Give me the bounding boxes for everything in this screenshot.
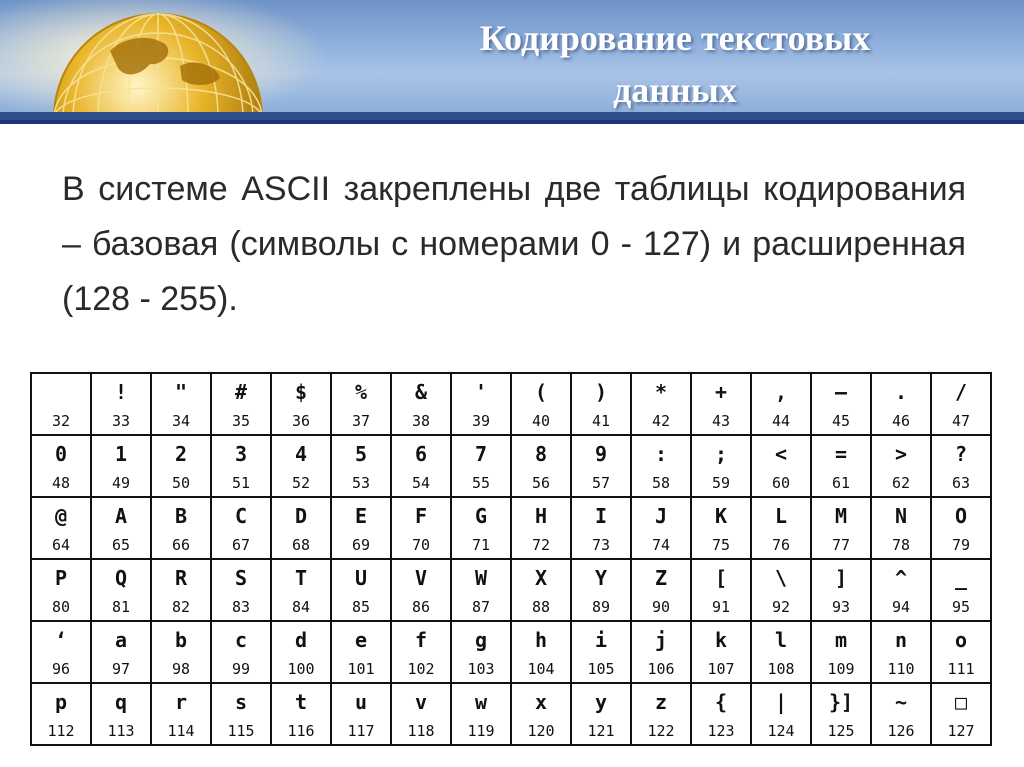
ascii-code: 83 xyxy=(231,598,251,616)
ascii-cell xyxy=(152,560,212,622)
ascii-cell xyxy=(872,498,932,560)
ascii-cell xyxy=(932,498,992,560)
ascii-char: n xyxy=(894,628,908,652)
ascii-char: + xyxy=(714,380,728,404)
ascii-cell xyxy=(152,374,212,436)
ascii-code: 125 xyxy=(827,722,855,740)
ascii-code: 63 xyxy=(951,474,971,492)
ascii-cell xyxy=(452,622,512,684)
ascii-cell xyxy=(212,374,272,436)
ascii-code: 115 xyxy=(227,722,255,740)
ascii-code: 75 xyxy=(711,536,731,554)
ascii-cell xyxy=(152,684,212,746)
ascii-char: Y xyxy=(594,566,608,590)
ascii-char: g xyxy=(474,628,488,652)
ascii-code: 109 xyxy=(827,660,855,678)
ascii-char: 3 xyxy=(234,442,248,466)
ascii-char: 7 xyxy=(474,442,488,466)
ascii-char: % xyxy=(354,380,368,404)
ascii-char: x xyxy=(534,690,548,714)
ascii-char: C xyxy=(234,504,248,528)
ascii-code: 108 xyxy=(767,660,795,678)
ascii-cell xyxy=(152,498,212,560)
ascii-cell xyxy=(752,374,812,436)
ascii-cell xyxy=(872,560,932,622)
ascii-cell xyxy=(512,436,572,498)
ascii-code: 47 xyxy=(951,412,971,430)
ascii-char: / xyxy=(954,380,968,404)
ascii-char: X xyxy=(534,566,548,590)
ascii-char: P xyxy=(54,566,68,590)
ascii-cell xyxy=(92,498,152,560)
ascii-cell xyxy=(332,560,392,622)
ascii-code: 87 xyxy=(471,598,491,616)
ascii-cell xyxy=(272,560,332,622)
ascii-char: f xyxy=(414,628,428,652)
ascii-cell xyxy=(32,436,92,498)
ascii-char: V xyxy=(414,566,428,590)
ascii-code: 44 xyxy=(771,412,791,430)
ascii-code: 40 xyxy=(531,412,551,430)
ascii-code: 60 xyxy=(771,474,791,492)
ascii-code: 126 xyxy=(887,722,915,740)
ascii-char: d xyxy=(294,628,308,652)
ascii-code: 38 xyxy=(411,412,431,430)
ascii-code: 67 xyxy=(231,536,251,554)
ascii-code: 107 xyxy=(707,660,735,678)
ascii-char: e xyxy=(354,628,368,652)
ascii-cell xyxy=(812,436,872,498)
ascii-code: 37 xyxy=(351,412,371,430)
ascii-code: 119 xyxy=(467,722,495,740)
ascii-code: 102 xyxy=(407,660,435,678)
ascii-cell xyxy=(692,560,752,622)
ascii-cell xyxy=(932,374,992,436)
ascii-char: * xyxy=(654,380,668,404)
ascii-char: < xyxy=(774,442,788,466)
ascii-cell xyxy=(212,498,272,560)
ascii-cell xyxy=(152,622,212,684)
ascii-char: _ xyxy=(954,566,968,590)
ascii-cell xyxy=(752,436,812,498)
ascii-cell xyxy=(272,622,332,684)
ascii-char: W xyxy=(474,566,488,590)
ascii-code: 76 xyxy=(771,536,791,554)
ascii-code: 123 xyxy=(707,722,735,740)
ascii-char: , xyxy=(774,380,788,404)
ascii-char: l xyxy=(774,628,788,652)
ascii-char: \ xyxy=(774,566,788,590)
ascii-cell xyxy=(632,684,692,746)
ascii-char: E xyxy=(354,504,368,528)
ascii-char: [ xyxy=(714,566,728,590)
ascii-char: 5 xyxy=(354,442,368,466)
ascii-cell xyxy=(812,374,872,436)
ascii-cell xyxy=(872,684,932,746)
ascii-code: 94 xyxy=(891,598,911,616)
ascii-code: 127 xyxy=(947,722,975,740)
ascii-cell xyxy=(752,560,812,622)
ascii-code: 49 xyxy=(111,474,131,492)
header-stripe xyxy=(0,112,1024,120)
ascii-code: 72 xyxy=(531,536,551,554)
ascii-char: $ xyxy=(294,380,308,404)
ascii-char: { xyxy=(714,690,728,714)
ascii-code: 120 xyxy=(527,722,555,740)
ascii-code: 104 xyxy=(527,660,555,678)
ascii-code: 96 xyxy=(51,660,71,678)
ascii-char: }] xyxy=(828,690,854,714)
ascii-char: u xyxy=(354,690,368,714)
ascii-code: 116 xyxy=(287,722,315,740)
ascii-code: 89 xyxy=(591,598,611,616)
ascii-char: v xyxy=(414,690,428,714)
ascii-code: 84 xyxy=(291,598,311,616)
ascii-code: 48 xyxy=(51,474,71,492)
ascii-cell xyxy=(92,436,152,498)
ascii-char: H xyxy=(534,504,548,528)
slide-title-line2: данных xyxy=(613,70,737,110)
ascii-char: . xyxy=(894,380,908,404)
ascii-code: 112 xyxy=(47,722,75,740)
ascii-code: 35 xyxy=(231,412,251,430)
ascii-code: 33 xyxy=(111,412,131,430)
ascii-code: 74 xyxy=(651,536,671,554)
ascii-cell xyxy=(452,684,512,746)
globe-icon xyxy=(40,6,270,124)
ascii-code: 77 xyxy=(831,536,851,554)
ascii-char: # xyxy=(234,380,248,404)
ascii-char: S xyxy=(234,566,248,590)
ascii-code: 90 xyxy=(651,598,671,616)
ascii-cell xyxy=(692,622,752,684)
ascii-cell xyxy=(752,684,812,746)
ascii-code: 122 xyxy=(647,722,675,740)
ascii-cell xyxy=(872,436,932,498)
ascii-cell xyxy=(272,374,332,436)
ascii-code: 101 xyxy=(347,660,375,678)
ascii-char: N xyxy=(894,504,908,528)
ascii-char: m xyxy=(834,628,848,652)
ascii-cell xyxy=(92,684,152,746)
ascii-code: 86 xyxy=(411,598,431,616)
ascii-cell xyxy=(272,498,332,560)
ascii-code: 111 xyxy=(947,660,975,678)
ascii-cell xyxy=(512,622,572,684)
ascii-cell xyxy=(392,684,452,746)
ascii-cell xyxy=(752,498,812,560)
ascii-char: ] xyxy=(834,566,848,590)
ascii-code: 50 xyxy=(171,474,191,492)
ascii-char: t xyxy=(294,690,308,714)
ascii-code: 43 xyxy=(711,412,731,430)
ascii-char: q xyxy=(114,690,128,714)
ascii-code: 81 xyxy=(111,598,131,616)
ascii-cell xyxy=(92,374,152,436)
ascii-code: 91 xyxy=(711,598,731,616)
ascii-char: 9 xyxy=(594,442,608,466)
ascii-cell xyxy=(932,560,992,622)
ascii-char: T xyxy=(294,566,308,590)
ascii-code: 57 xyxy=(591,474,611,492)
ascii-code: 82 xyxy=(171,598,191,616)
ascii-code: 124 xyxy=(767,722,795,740)
ascii-code: 66 xyxy=(171,536,191,554)
ascii-code: 52 xyxy=(291,474,311,492)
ascii-char: & xyxy=(414,380,428,404)
ascii-char: @ xyxy=(54,504,68,528)
ascii-cell xyxy=(392,436,452,498)
ascii-cell xyxy=(332,622,392,684)
ascii-code: 34 xyxy=(171,412,191,430)
ascii-code: 45 xyxy=(831,412,851,430)
ascii-cell xyxy=(92,622,152,684)
ascii-char: ‘ xyxy=(54,628,68,652)
ascii-char: ^ xyxy=(894,566,908,590)
ascii-cell xyxy=(512,498,572,560)
ascii-char: " xyxy=(174,380,188,404)
ascii-cell xyxy=(572,560,632,622)
ascii-char: O xyxy=(954,504,968,528)
ascii-cell xyxy=(392,498,452,560)
ascii-char: 2 xyxy=(174,442,188,466)
ascii-cell xyxy=(92,560,152,622)
ascii-char: U xyxy=(354,566,368,590)
ascii-code: 55 xyxy=(471,474,491,492)
ascii-cell xyxy=(812,684,872,746)
ascii-char: F xyxy=(414,504,428,528)
ascii-char: A xyxy=(114,504,128,528)
ascii-code: 88 xyxy=(531,598,551,616)
ascii-char: o xyxy=(954,628,968,652)
ascii-char: z xyxy=(654,690,668,714)
ascii-char: : xyxy=(654,442,668,466)
ascii-cell xyxy=(812,498,872,560)
ascii-cell xyxy=(32,560,92,622)
ascii-code: 32 xyxy=(51,412,71,430)
ascii-cell xyxy=(332,436,392,498)
ascii-char: y xyxy=(594,690,608,714)
ascii-char: J xyxy=(654,504,668,528)
ascii-char: – xyxy=(834,380,848,404)
ascii-code: 56 xyxy=(531,474,551,492)
ascii-code: 70 xyxy=(411,536,431,554)
ascii-code: 103 xyxy=(467,660,495,678)
ascii-code: 100 xyxy=(287,660,315,678)
ascii-char: L xyxy=(774,504,788,528)
ascii-code: 97 xyxy=(111,660,131,678)
ascii-char: 8 xyxy=(534,442,548,466)
ascii-cell xyxy=(32,684,92,746)
ascii-cell xyxy=(452,436,512,498)
ascii-code: 68 xyxy=(291,536,311,554)
ascii-char: w xyxy=(474,690,488,714)
ascii-code: 61 xyxy=(831,474,851,492)
ascii-cell xyxy=(932,436,992,498)
ascii-code: 106 xyxy=(647,660,675,678)
ascii-cell xyxy=(812,622,872,684)
ascii-char: = xyxy=(834,442,848,466)
ascii-cell xyxy=(632,374,692,436)
ascii-char: Z xyxy=(654,566,668,590)
ascii-cell xyxy=(572,436,632,498)
ascii-cell xyxy=(332,498,392,560)
ascii-char: M xyxy=(834,504,848,528)
ascii-cell xyxy=(572,498,632,560)
ascii-char: B xyxy=(174,504,188,528)
ascii-code: 113 xyxy=(107,722,135,740)
ascii-cell xyxy=(512,560,572,622)
ascii-char: Q xyxy=(114,566,128,590)
ascii-code: 58 xyxy=(651,474,671,492)
ascii-code: 114 xyxy=(167,722,195,740)
ascii-char: k xyxy=(714,628,728,652)
ascii-cell xyxy=(332,684,392,746)
ascii-char: > xyxy=(894,442,908,466)
ascii-cell xyxy=(32,622,92,684)
ascii-cell xyxy=(512,374,572,436)
ascii-cell xyxy=(452,498,512,560)
ascii-code: 117 xyxy=(347,722,375,740)
ascii-cell xyxy=(32,374,92,436)
ascii-char: b xyxy=(174,628,188,652)
ascii-code: 85 xyxy=(351,598,371,616)
ascii-code: 92 xyxy=(771,598,791,616)
ascii-table xyxy=(30,372,992,746)
ascii-cell xyxy=(212,684,272,746)
ascii-cell xyxy=(392,560,452,622)
ascii-cell xyxy=(332,374,392,436)
ascii-char: ' xyxy=(474,380,488,404)
ascii-code: 93 xyxy=(831,598,851,616)
ascii-cell xyxy=(692,684,752,746)
ascii-cell xyxy=(272,436,332,498)
ascii-cell xyxy=(812,560,872,622)
ascii-char: 0 xyxy=(54,442,68,466)
ascii-cell xyxy=(212,560,272,622)
ascii-code: 98 xyxy=(171,660,191,678)
ascii-char: ! xyxy=(114,380,128,404)
ascii-code: 42 xyxy=(651,412,671,430)
ascii-cell xyxy=(272,684,332,746)
ascii-cell xyxy=(692,436,752,498)
ascii-char: ; xyxy=(714,442,728,466)
ascii-cell xyxy=(632,560,692,622)
ascii-cell xyxy=(452,560,512,622)
ascii-code: 78 xyxy=(891,536,911,554)
ascii-cell xyxy=(632,498,692,560)
ascii-code: 39 xyxy=(471,412,491,430)
ascii-code: 105 xyxy=(587,660,615,678)
ascii-code: 79 xyxy=(951,536,971,554)
ascii-char: 6 xyxy=(414,442,428,466)
ascii-cell xyxy=(572,374,632,436)
ascii-code: 51 xyxy=(231,474,251,492)
ascii-code: 36 xyxy=(291,412,311,430)
ascii-char: i xyxy=(594,628,608,652)
ascii-code: 99 xyxy=(231,660,251,678)
slide-title xyxy=(330,12,1020,116)
ascii-code: 69 xyxy=(351,536,371,554)
ascii-code: 59 xyxy=(711,474,731,492)
ascii-code: 65 xyxy=(111,536,131,554)
ascii-cell xyxy=(572,684,632,746)
ascii-char: h xyxy=(534,628,548,652)
ascii-code: 41 xyxy=(591,412,611,430)
ascii-code: 53 xyxy=(351,474,371,492)
ascii-cell xyxy=(872,622,932,684)
ascii-char: j xyxy=(654,628,668,652)
ascii-code: 95 xyxy=(951,598,971,616)
ascii-code: 121 xyxy=(587,722,615,740)
ascii-cell xyxy=(512,684,572,746)
ascii-char: ~ xyxy=(894,690,908,714)
ascii-code: 71 xyxy=(471,536,491,554)
body-paragraph: В системе ASCII закреплены две таблицы кодирования – базовая (символы с номерами 0 - 127) и расширенная (128 - 255). xyxy=(62,170,966,318)
ascii-cell xyxy=(32,498,92,560)
ascii-cell xyxy=(632,436,692,498)
ascii-cell xyxy=(872,374,932,436)
ascii-code: 110 xyxy=(887,660,915,678)
ascii-cell xyxy=(932,684,992,746)
ascii-code: 80 xyxy=(51,598,71,616)
ascii-cell xyxy=(152,436,212,498)
ascii-char: s xyxy=(234,690,248,714)
ascii-code: 46 xyxy=(891,412,911,430)
ascii-cell xyxy=(692,498,752,560)
ascii-char: c xyxy=(234,628,248,652)
ascii-char: 4 xyxy=(294,442,308,466)
ascii-code: 73 xyxy=(591,536,611,554)
ascii-char: | xyxy=(774,690,788,714)
ascii-char: K xyxy=(714,504,728,528)
ascii-cell xyxy=(392,374,452,436)
header-stripe-dark xyxy=(0,120,1024,124)
ascii-char: 1 xyxy=(114,442,128,466)
ascii-cell xyxy=(392,622,452,684)
ascii-char: a xyxy=(114,628,128,652)
ascii-code: 64 xyxy=(51,536,71,554)
ascii-cell xyxy=(572,622,632,684)
ascii-code: 118 xyxy=(407,722,435,740)
ascii-cell xyxy=(212,436,272,498)
ascii-cell xyxy=(932,622,992,684)
ascii-cell xyxy=(212,622,272,684)
ascii-cell xyxy=(452,374,512,436)
ascii-cell xyxy=(692,374,752,436)
slide-header xyxy=(0,0,1024,124)
ascii-char: G xyxy=(474,504,488,528)
ascii-char: D xyxy=(294,504,308,528)
ascii-char: ? xyxy=(954,442,968,466)
ascii-char: I xyxy=(594,504,608,528)
ascii-cell xyxy=(632,622,692,684)
ascii-cell xyxy=(752,622,812,684)
ascii-code: 62 xyxy=(891,474,911,492)
slide-title-line1: Кодирование текстовых xyxy=(479,18,871,58)
ascii-code: 54 xyxy=(411,474,431,492)
ascii-char: r xyxy=(174,690,188,714)
ascii-char: p xyxy=(54,690,68,714)
ascii-char: ) xyxy=(594,380,608,404)
ascii-char: □ xyxy=(954,690,968,714)
ascii-char: R xyxy=(174,566,188,590)
ascii-char: ( xyxy=(534,380,548,404)
